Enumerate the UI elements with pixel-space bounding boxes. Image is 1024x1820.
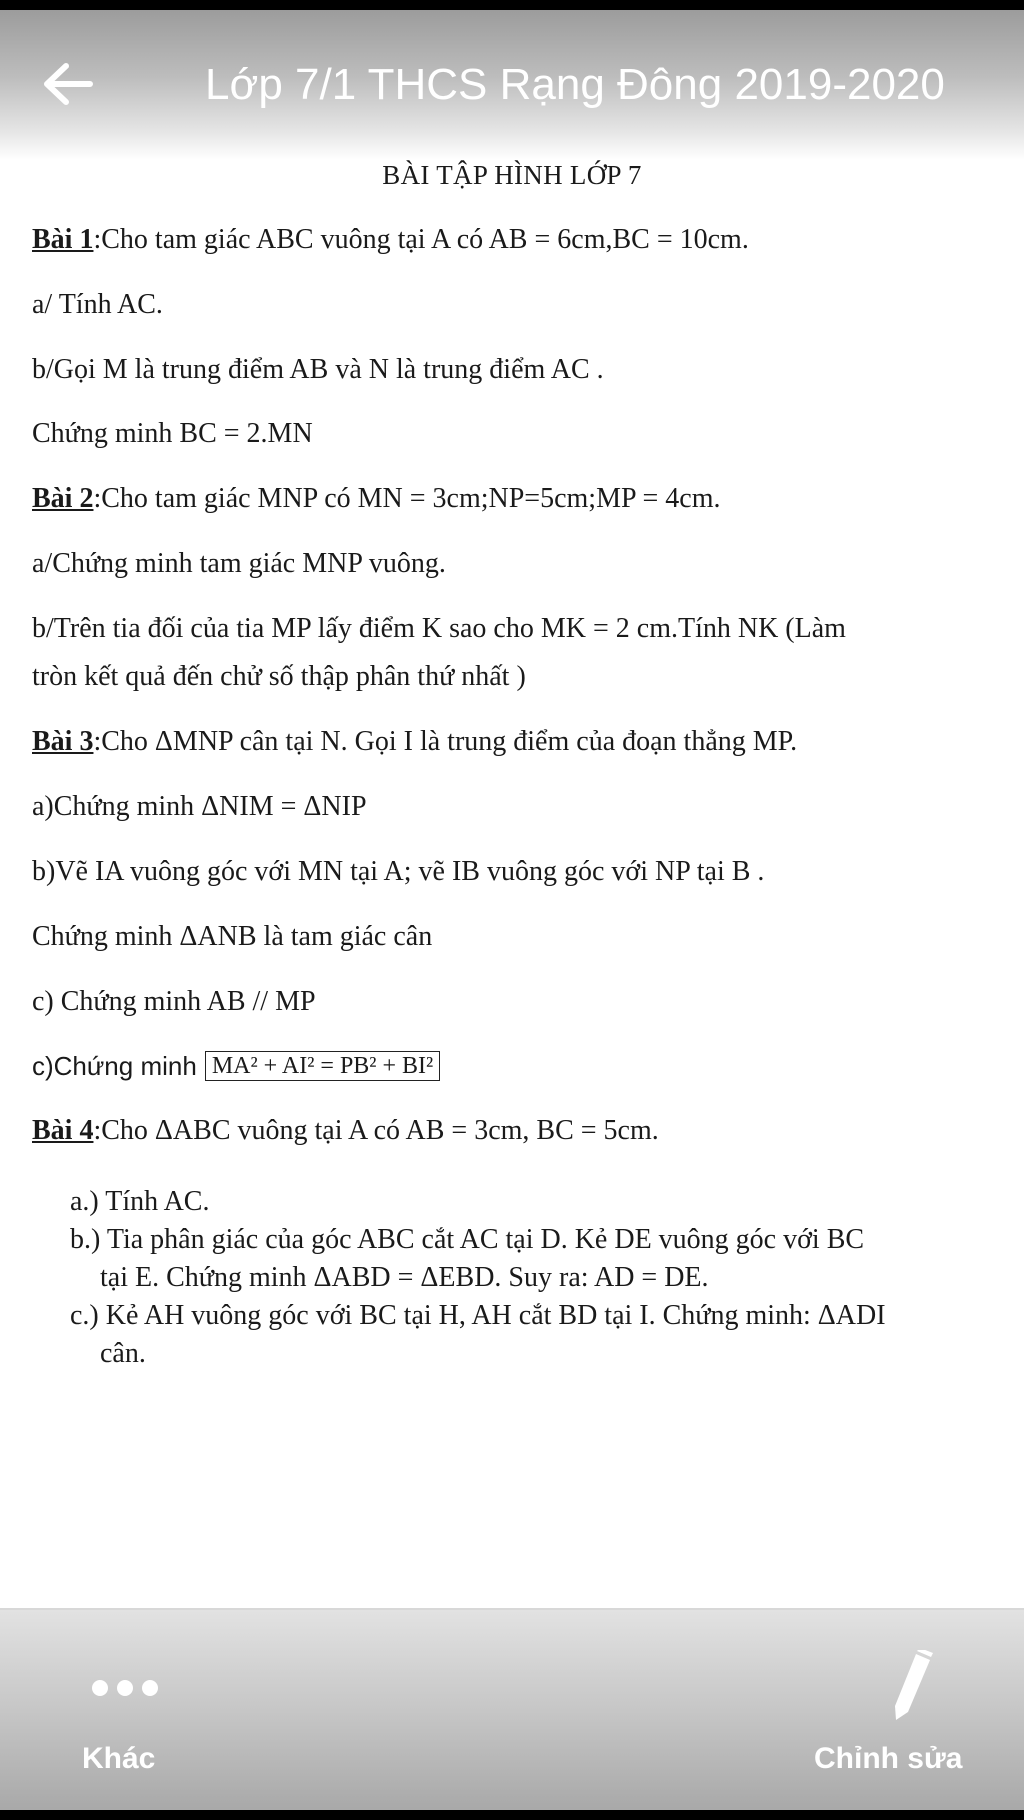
bai1-part-a: a/ Tính AC. (32, 289, 163, 320)
bai4-part-b: b.) Tia phân giác của góc ABC cắt AC tại D. Kẻ DE vuông góc với BC (70, 1224, 865, 1255)
bai2-label: Bài 2 (32, 483, 94, 514)
bai1-part-b-proof: Chứng minh BC = 2.MN (32, 418, 313, 449)
bai3-part-b: b)Vẽ IA vuông góc với MN tại A; vẽ IB vuông góc với NP tại B . (32, 856, 765, 887)
bai3-heading (32, 724, 797, 760)
bai2-part-b-cont: tròn kết quả đến chử số thập phân thứ nhất ) (32, 661, 526, 692)
bai1-part-b: b/Gọi M là trung điểm AB và N là trung điểm AC . (32, 354, 604, 385)
bai1-label: Bài 1 (32, 224, 94, 255)
bai4-part-c-cont: cân. (100, 1338, 146, 1369)
bai2-heading (32, 481, 721, 517)
bai3-part-b-proof: Chứng minh ΔANB là tam giác cân (32, 921, 433, 952)
top-app-bar (0, 10, 1024, 160)
edit-button[interactable] (800, 1640, 1000, 1790)
back-button[interactable] (38, 54, 98, 114)
bai4-heading (32, 1113, 659, 1149)
more-dots-icon (90, 1678, 160, 1698)
bai3-label: Bài 3 (32, 726, 94, 757)
bai4-label: Bài 4 (32, 1115, 94, 1146)
more-label: Khác (82, 1742, 156, 1775)
bai1-text: :Cho tam giác ABC vuông tại A có AB = 6cm,BC = 10cm. (93, 224, 749, 255)
bottom-action-bar (0, 1608, 1024, 1810)
document-title: BÀI TẬP HÌNH LỚP 7 (382, 160, 642, 190)
bai3-part-a: a)Chứng minh ΔNIM = ΔNIP (32, 791, 367, 822)
bai2-part-b: b/Trên tia đối của tia MP lấy điểm K sao cho MK = 2 cm.Tính NK (Làm (32, 613, 846, 644)
bai4-part-c: c.) Kẻ AH vuông góc với BC tại H, AH cắt BD tại I. Chứng minh: ΔADI (70, 1300, 886, 1331)
bai3-part-c2 (32, 1048, 440, 1085)
bai4-part-a: a.) Tính AC. (70, 1186, 210, 1217)
bai2-text: :Cho tam giác MNP có MN = 3cm;NP=5cm;MP = 4cm. (93, 483, 721, 514)
bai2-part-a: a/Chứng minh tam giác MNP vuông. (32, 548, 446, 579)
bai1-heading (32, 222, 749, 258)
bai3-part-c: c) Chứng minh AB // MP (32, 986, 316, 1017)
bai3-part-c2-label: c)Chứng minh (32, 1051, 197, 1081)
bai3-text: :Cho ΔMNP cân tại N. Gọi I là trung điểm của đoạn thẳng MP. (93, 726, 798, 757)
bai4-text: :Cho ΔABC vuông tại A có AB = 3cm, BC = 5cm. (93, 1115, 659, 1146)
pencil-icon (886, 1650, 936, 1726)
more-button[interactable] (60, 1640, 190, 1790)
bai4-part-b-cont: tại E. Chứng minh ΔABD = ΔEBD. Suy ra: AD = DE. (100, 1262, 709, 1293)
app-title: Lớp 7/1 THCS Rạng Đông 2019-2020 (205, 60, 945, 109)
app-screen (0, 10, 1024, 1810)
edit-label: Chỉnh sửa (814, 1742, 963, 1775)
arrow-left-icon (42, 62, 94, 106)
bai3-formula: MA² + AI² = PB² + BI² (205, 1051, 440, 1081)
